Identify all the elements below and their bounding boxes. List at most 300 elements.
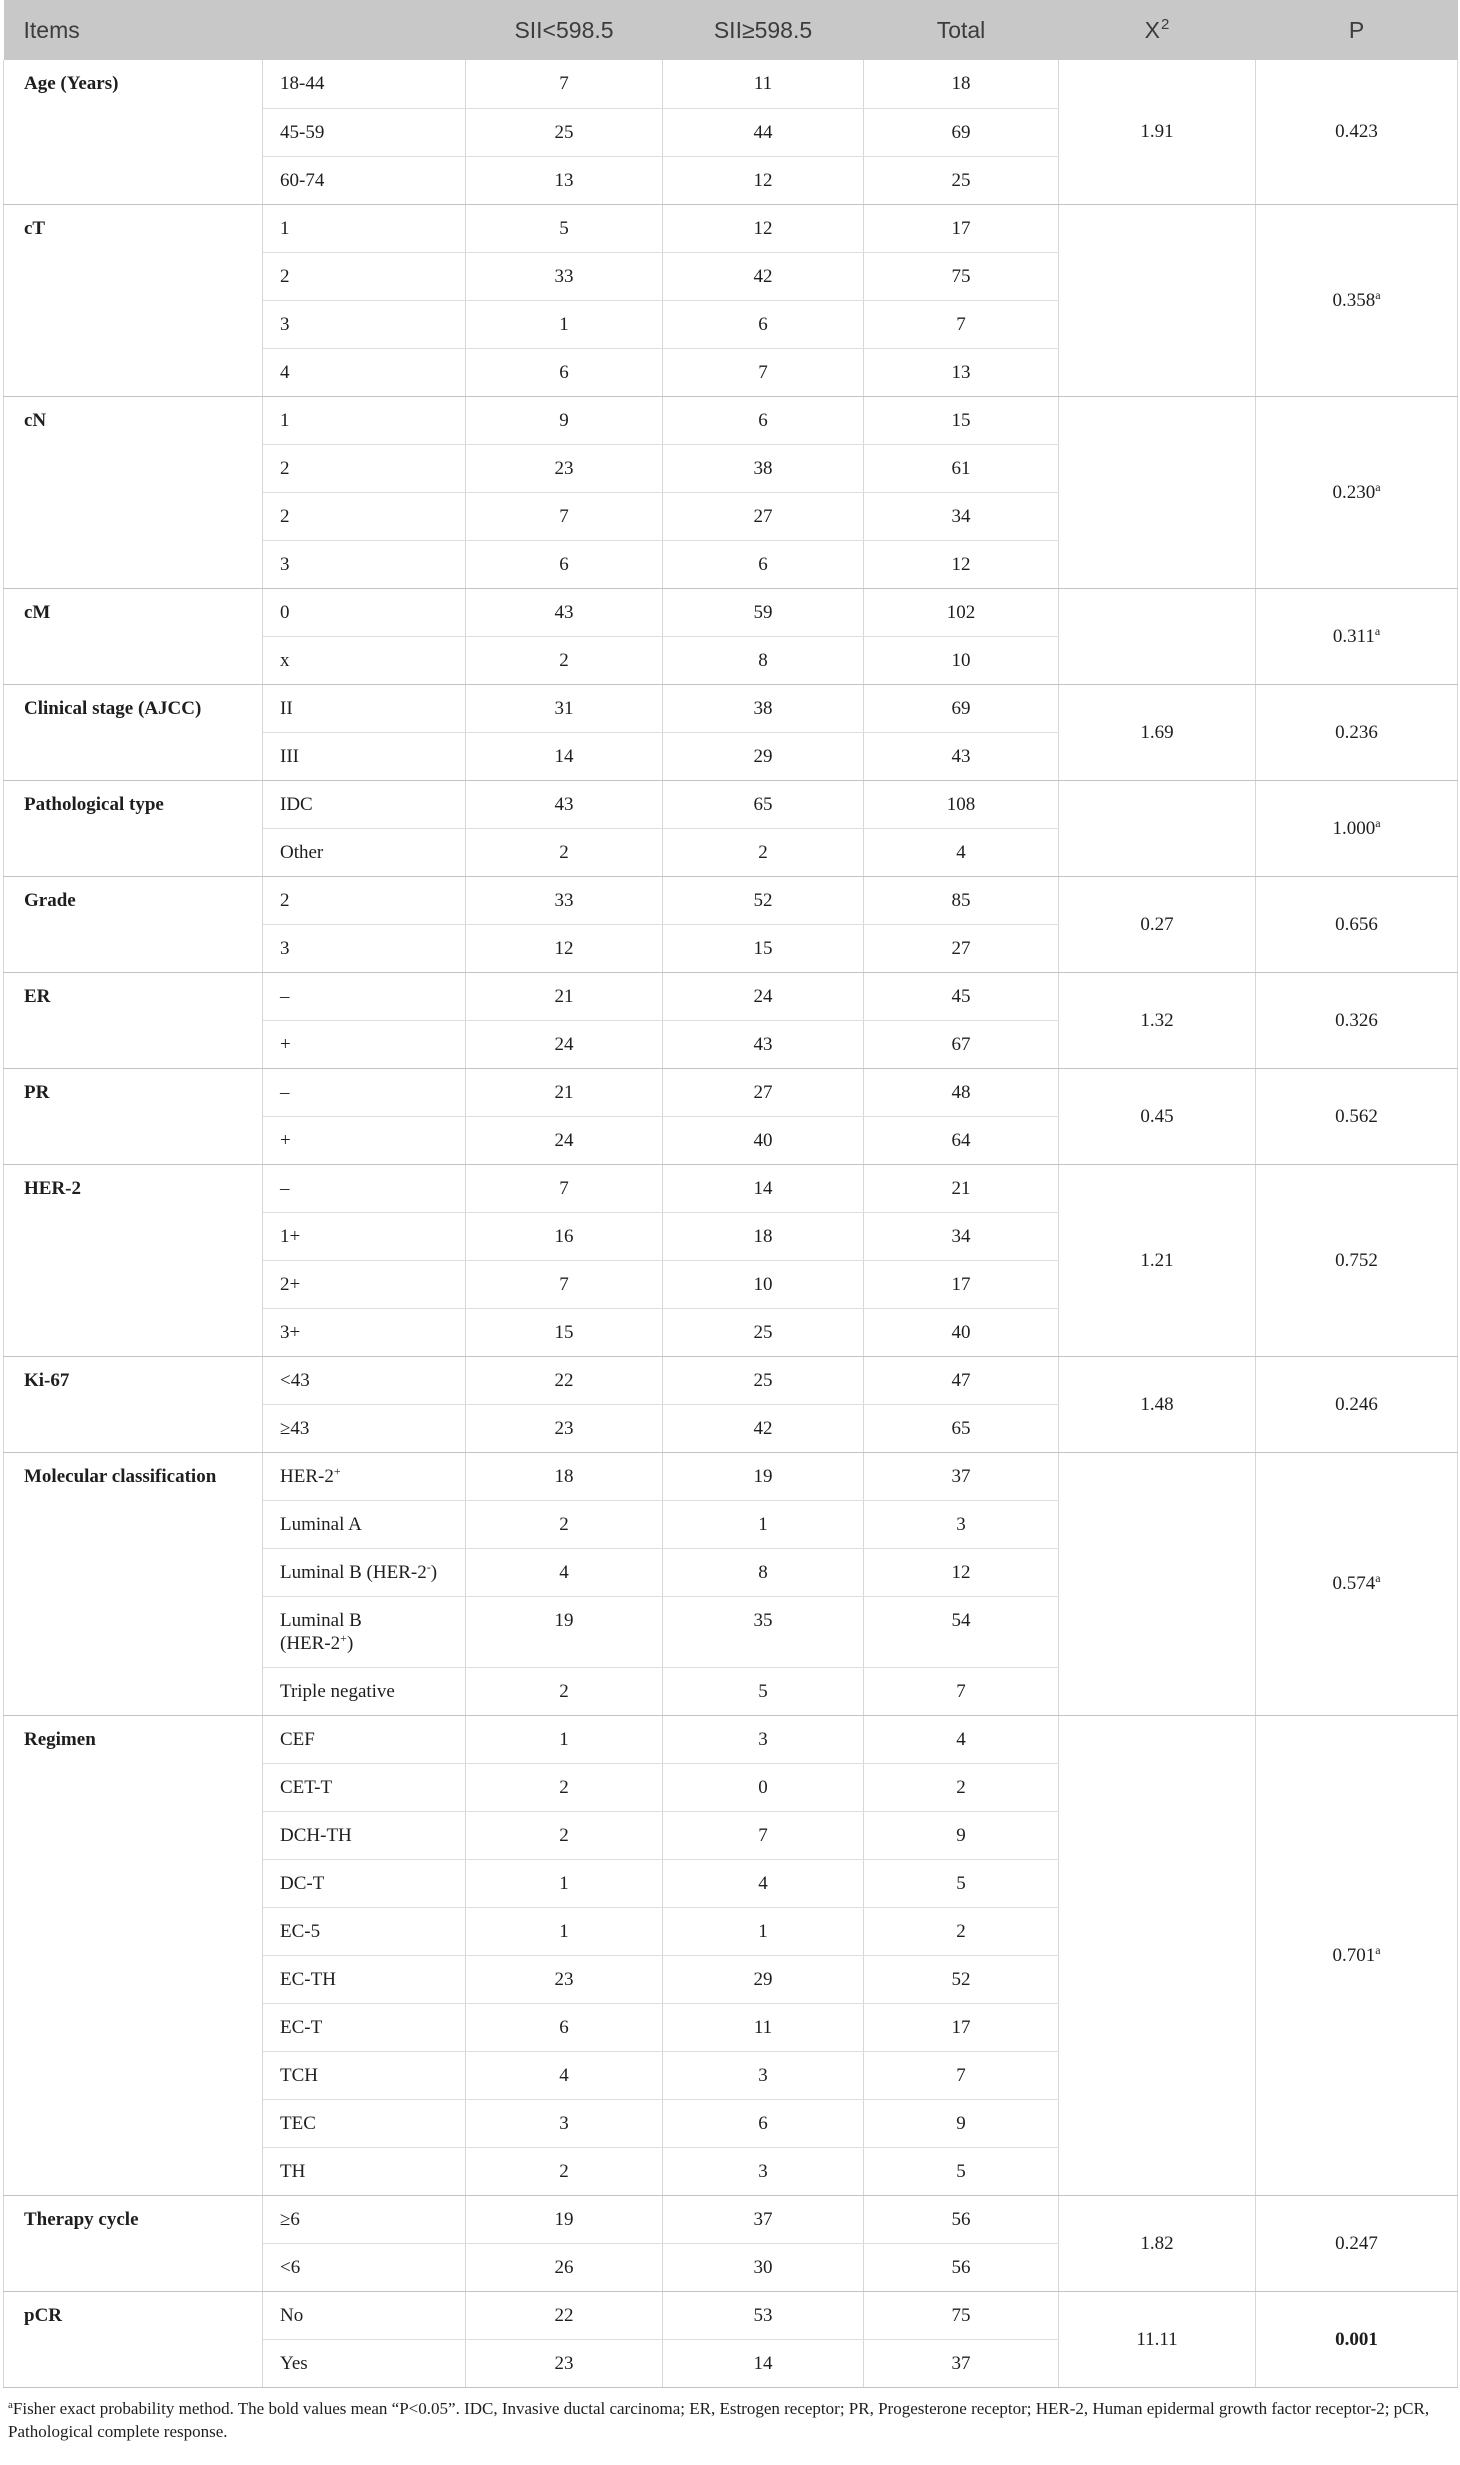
table-row <box>4 2195 1458 2243</box>
subgroup-text: x <box>280 649 290 671</box>
value-sii-high: 30 <box>663 2243 864 2291</box>
value-sii-high: 42 <box>663 1404 864 1452</box>
value-sii-low: 43 <box>466 780 663 828</box>
subgroup-label <box>263 1500 466 1548</box>
value-total: 65 <box>864 1404 1059 1452</box>
value-total: 75 <box>864 252 1059 300</box>
value-total: 7 <box>864 300 1059 348</box>
subgroup-text: TEC <box>280 2112 316 2134</box>
group-label: Pathological type <box>4 780 263 876</box>
subgroup-label <box>263 1955 466 2003</box>
table-row <box>4 60 1458 108</box>
value-sii-high: 10 <box>663 1260 864 1308</box>
p-value-number: 0.326 <box>1335 1009 1378 1031</box>
value-sii-high: 35 <box>663 1596 864 1667</box>
value-sii-high: 37 <box>663 2195 864 2243</box>
value-sii-low: 1 <box>466 300 663 348</box>
value-total: 37 <box>864 2339 1059 2387</box>
table-row <box>4 1164 1458 1212</box>
p-value-number: 0.701 <box>1332 1944 1376 1966</box>
value-sii-high: 12 <box>663 204 864 252</box>
subgroup-text: – <box>280 1177 290 1199</box>
group-label: cT <box>4 204 263 396</box>
p-value <box>1256 876 1458 972</box>
value-total: 64 <box>864 1116 1059 1164</box>
superscript: a <box>1374 623 1381 638</box>
value-sii-low: 16 <box>466 1212 663 1260</box>
value-sii-high: 40 <box>663 1116 864 1164</box>
p-value-number: 0.230 <box>1332 481 1376 503</box>
subgroup-label <box>263 2147 466 2195</box>
value-sii-low: 6 <box>466 348 663 396</box>
value-total: 18 <box>864 60 1059 108</box>
value-total: 2 <box>864 1763 1059 1811</box>
subgroup-label <box>263 1907 466 1955</box>
subgroup-label <box>263 348 466 396</box>
value-sii-low: 31 <box>466 684 663 732</box>
value-sii-high: 29 <box>663 1955 864 2003</box>
table-row <box>4 972 1458 1020</box>
table-row <box>4 1452 1458 1500</box>
superscript: a <box>1375 287 1381 302</box>
value-total: 17 <box>864 2003 1059 2051</box>
value-sii-high: 19 <box>663 1452 864 1500</box>
p-value <box>1256 2291 1458 2387</box>
value-sii-high: 11 <box>663 60 864 108</box>
value-sii-low: 7 <box>466 60 663 108</box>
value-total: 4 <box>864 1715 1059 1763</box>
table-row <box>4 1068 1458 1116</box>
header-chi-square <box>1059 0 1256 60</box>
subgroup-label <box>263 2051 466 2099</box>
value-sii-high: 6 <box>663 300 864 348</box>
p-value <box>1256 1164 1458 1356</box>
p-value <box>1256 1356 1458 1452</box>
value-sii-high: 25 <box>663 1308 864 1356</box>
value-sii-low: 7 <box>466 1260 663 1308</box>
value-sii-low: 7 <box>466 492 663 540</box>
value-total: 9 <box>864 2099 1059 2147</box>
value-sii-high: 11 <box>663 2003 864 2051</box>
subgroup-label <box>263 1068 466 1116</box>
subgroup-text: 2+ <box>280 1273 301 1295</box>
value-sii-low: 19 <box>466 1596 663 1667</box>
p-value-number: 0.423 <box>1335 121 1378 143</box>
p-value-number: 0.001 <box>1335 2328 1378 2350</box>
p-value-number: 1.000 <box>1332 817 1376 839</box>
table-row <box>4 876 1458 924</box>
subgroup-text: CEF <box>280 1728 315 1750</box>
chi-square-value <box>1059 588 1256 684</box>
subgroup-text: 60-74 <box>280 169 325 191</box>
subgroup-text: TCH <box>280 2064 318 2086</box>
p-value <box>1256 2195 1458 2291</box>
value-total: 10 <box>864 636 1059 684</box>
value-sii-low: 7 <box>466 1164 663 1212</box>
value-total: 7 <box>864 2051 1059 2099</box>
subgroup-text: 2 <box>280 889 290 911</box>
subgroup-label <box>263 2339 466 2387</box>
table-row <box>4 1715 1458 1763</box>
value-total: 9 <box>864 1811 1059 1859</box>
subgroup-label <box>263 396 466 444</box>
subgroup-label <box>263 1811 466 1859</box>
subgroup-text: Yes <box>280 2352 308 2374</box>
table-row <box>4 396 1458 444</box>
p-value <box>1256 972 1458 1068</box>
subgroup-text: 4 <box>280 361 290 383</box>
subgroup-label <box>263 1116 466 1164</box>
subgroup-label <box>263 60 466 108</box>
value-total: 85 <box>864 876 1059 924</box>
p-value-number: 0.236 <box>1335 721 1378 743</box>
table-row <box>4 1356 1458 1404</box>
chi-square-value <box>1059 396 1256 588</box>
subgroup-label <box>263 300 466 348</box>
subgroup-text: Luminal A <box>280 1513 362 1535</box>
superscript: + <box>340 1630 347 1645</box>
value-sii-low: 6 <box>466 540 663 588</box>
value-total: 75 <box>864 2291 1059 2339</box>
chi-square-value: 1.82 <box>1059 2195 1256 2291</box>
subgroup-text: 3 <box>280 313 290 335</box>
subgroup-label <box>263 108 466 156</box>
value-total: 54 <box>864 1596 1059 1667</box>
header-row <box>4 0 1458 60</box>
subgroup-label <box>263 684 466 732</box>
value-sii-low: 12 <box>466 924 663 972</box>
p-value <box>1256 1452 1458 1715</box>
header-sii-low: SII<598.5 <box>466 0 663 60</box>
subgroup-label <box>263 1859 466 1907</box>
p-value-number: 0.358 <box>1332 289 1376 311</box>
chi-square-value: 1.21 <box>1059 1164 1256 1356</box>
subgroup-label <box>263 444 466 492</box>
chi-square-value <box>1059 1452 1256 1715</box>
value-sii-high: 44 <box>663 108 864 156</box>
value-sii-high: 65 <box>663 780 864 828</box>
subgroup-label <box>263 1356 466 1404</box>
value-total: 3 <box>864 1500 1059 1548</box>
group-label: cN <box>4 396 263 588</box>
value-sii-low: 1 <box>466 1907 663 1955</box>
value-sii-high: 27 <box>663 1068 864 1116</box>
value-sii-high: 29 <box>663 732 864 780</box>
subgroup-label <box>263 1667 466 1715</box>
subgroup-text-suffix: ) <box>346 1632 354 1654</box>
value-sii-high: 3 <box>663 2147 864 2195</box>
p-value <box>1256 60 1458 204</box>
subgroup-label <box>263 1715 466 1763</box>
value-total: 25 <box>864 156 1059 204</box>
p-value <box>1256 204 1458 396</box>
chi-square-value <box>1059 204 1256 396</box>
value-total: 43 <box>864 732 1059 780</box>
chi-square-value: 11.11 <box>1059 2291 1256 2387</box>
header-p-value: P <box>1256 0 1458 60</box>
value-sii-low: 33 <box>466 252 663 300</box>
subgroup-text: HER-2 <box>280 1465 334 1487</box>
value-sii-high: 6 <box>663 2099 864 2147</box>
subgroup-text: ≥6 <box>280 2208 300 2230</box>
group-label: PR <box>4 1068 263 1164</box>
group-label: Clinical stage (AJCC) <box>4 684 263 780</box>
group-label: Grade <box>4 876 263 972</box>
subgroup-label <box>263 540 466 588</box>
value-sii-high: 38 <box>663 684 864 732</box>
subgroup-label <box>263 1763 466 1811</box>
value-sii-high: 12 <box>663 156 864 204</box>
subgroup-text: 3 <box>280 553 290 575</box>
subgroup-label <box>263 732 466 780</box>
subgroup-label <box>263 2291 466 2339</box>
table-row <box>4 2291 1458 2339</box>
superscript: a <box>1375 815 1381 830</box>
p-value-number: 0.574 <box>1332 1573 1376 1594</box>
subgroup-text: + <box>280 1129 291 1151</box>
value-total: 15 <box>864 396 1059 444</box>
p-value-number: 0.562 <box>1335 1105 1378 1127</box>
value-total: 5 <box>864 2147 1059 2195</box>
table-container <box>3 0 1457 2388</box>
subgroup-label <box>263 588 466 636</box>
group-label: HER-2 <box>4 1164 263 1356</box>
value-sii-low: 25 <box>466 108 663 156</box>
chi-square-value <box>1059 1715 1256 2195</box>
group-label: pCR <box>4 2291 263 2387</box>
subgroup-text: No <box>280 2304 304 2326</box>
subgroup-label <box>263 780 466 828</box>
value-sii-low: 2 <box>466 636 663 684</box>
subgroup-text: <43 <box>280 1369 310 1391</box>
value-total: 102 <box>864 588 1059 636</box>
characteristics-table <box>3 0 1458 2388</box>
p-value-number: 0.311 <box>1332 625 1375 647</box>
group-label: cM <box>4 588 263 684</box>
value-sii-low: 22 <box>466 2291 663 2339</box>
table-row <box>4 588 1458 636</box>
value-sii-low: 23 <box>466 1404 663 1452</box>
value-sii-low: 14 <box>466 732 663 780</box>
subgroup-label <box>263 876 466 924</box>
value-sii-high: 53 <box>663 2291 864 2339</box>
table-row <box>4 780 1458 828</box>
value-sii-low: 4 <box>466 2051 663 2099</box>
value-total: 56 <box>864 2195 1059 2243</box>
value-total: 67 <box>864 1020 1059 1068</box>
subgroup-text: 1 <box>280 409 290 431</box>
value-total: 34 <box>864 492 1059 540</box>
chi-square-value: 1.48 <box>1059 1356 1256 1452</box>
value-sii-high: 25 <box>663 1356 864 1404</box>
value-sii-low: 23 <box>466 1955 663 2003</box>
value-total: 27 <box>864 924 1059 972</box>
value-sii-low: 21 <box>466 1068 663 1116</box>
subgroup-text: EC-T <box>280 2016 323 2038</box>
footnote-marker: a <box>8 2398 13 2411</box>
chi-square-value: 0.27 <box>1059 876 1256 972</box>
value-sii-low: 2 <box>466 1500 663 1548</box>
p-value <box>1256 780 1458 876</box>
value-sii-low: 18 <box>466 1452 663 1500</box>
subgroup-label <box>263 2243 466 2291</box>
value-sii-high: 6 <box>663 540 864 588</box>
subgroup-label <box>263 1452 466 1500</box>
value-total: 56 <box>864 2243 1059 2291</box>
value-sii-high: 27 <box>663 492 864 540</box>
value-sii-high: 6 <box>663 396 864 444</box>
superscript: - <box>426 1559 431 1574</box>
subgroup-text: EC-TH <box>280 1968 336 1990</box>
value-sii-high: 18 <box>663 1212 864 1260</box>
subgroup-label <box>263 1548 466 1596</box>
chi-square-value <box>1059 780 1256 876</box>
table-row <box>4 684 1458 732</box>
subgroup-label <box>263 204 466 252</box>
group-label: ER <box>4 972 263 1068</box>
value-sii-low: 2 <box>466 1763 663 1811</box>
value-sii-low: 24 <box>466 1116 663 1164</box>
value-sii-low: 4 <box>466 1548 663 1596</box>
value-sii-high: 1 <box>663 1907 864 1955</box>
subgroup-text: – <box>280 1081 290 1103</box>
value-sii-high: 3 <box>663 2051 864 2099</box>
group-label: Molecular classification <box>4 1452 263 1715</box>
value-sii-low: 6 <box>466 2003 663 2051</box>
value-sii-low: 2 <box>466 1811 663 1859</box>
value-sii-low: 2 <box>466 828 663 876</box>
value-sii-high: 0 <box>663 1763 864 1811</box>
p-value <box>1256 588 1458 684</box>
value-sii-low: 3 <box>466 2099 663 2147</box>
value-sii-low: 33 <box>466 876 663 924</box>
subgroup-label <box>263 1308 466 1356</box>
table-row <box>4 204 1458 252</box>
subgroup-text: DCH-TH <box>280 1824 352 1846</box>
subgroup-text: II <box>280 697 293 719</box>
superscript: a <box>1375 1942 1381 1957</box>
value-sii-low: 22 <box>466 1356 663 1404</box>
subgroup-text: + <box>280 1033 291 1055</box>
subgroup-text: 2 <box>280 505 290 527</box>
value-total: 17 <box>864 204 1059 252</box>
group-label: Ki-67 <box>4 1356 263 1452</box>
subgroup-text-line2: (HER-2 <box>280 1632 341 1654</box>
value-sii-low: 23 <box>466 2339 663 2387</box>
p-value <box>1256 396 1458 588</box>
subgroup-label <box>263 1596 466 1667</box>
subgroup-label <box>263 252 466 300</box>
value-total: 7 <box>864 1667 1059 1715</box>
superscript: a <box>1375 1571 1381 1585</box>
subgroup-label <box>263 924 466 972</box>
subgroup-text: III <box>280 745 299 767</box>
subgroup-label <box>263 1260 466 1308</box>
p-value-number: 0.246 <box>1335 1393 1378 1415</box>
value-sii-high: 1 <box>663 1500 864 1548</box>
subgroup-label <box>263 492 466 540</box>
chi-square-value: 1.69 <box>1059 684 1256 780</box>
group-label: Therapy cycle <box>4 2195 263 2291</box>
value-sii-high: 14 <box>663 1164 864 1212</box>
value-total: 21 <box>864 1164 1059 1212</box>
subgroup-label <box>263 2003 466 2051</box>
chi-square-value: 1.91 <box>1059 60 1256 204</box>
footnote <box>8 2397 1450 2443</box>
subgroup-text: ≥43 <box>280 1417 310 1439</box>
value-sii-high: 7 <box>663 348 864 396</box>
subgroup-label <box>263 1020 466 1068</box>
subgroup-label <box>263 1404 466 1452</box>
header-chi-square-exponent: 2 <box>1161 16 1170 33</box>
subgroup-text: 45-59 <box>280 121 325 143</box>
value-total: 45 <box>864 972 1059 1020</box>
subgroup-text: 3+ <box>280 1321 301 1343</box>
subgroup-text: Luminal B (HER-2 <box>280 1561 427 1583</box>
value-sii-high: 59 <box>663 588 864 636</box>
subgroup-text: 3 <box>280 937 290 959</box>
subgroup-text: EC-5 <box>280 1920 321 1942</box>
value-sii-low: 9 <box>466 396 663 444</box>
chi-square-value: 0.45 <box>1059 1068 1256 1164</box>
subgroup-text: TH <box>280 2160 306 2182</box>
value-total: 48 <box>864 1068 1059 1116</box>
value-sii-low: 24 <box>466 1020 663 1068</box>
value-sii-low: 23 <box>466 444 663 492</box>
value-sii-high: 4 <box>663 1859 864 1907</box>
value-total: 61 <box>864 444 1059 492</box>
p-value <box>1256 1068 1458 1164</box>
subgroup-text: 2 <box>280 265 290 287</box>
p-value <box>1256 684 1458 780</box>
value-total: 40 <box>864 1308 1059 1356</box>
subgroup-text: 1 <box>280 217 290 239</box>
subgroup-label <box>263 972 466 1020</box>
value-sii-high: 3 <box>663 1715 864 1763</box>
subgroup-text: Triple negative <box>280 1680 395 1702</box>
subgroup-text: – <box>280 985 290 1007</box>
p-value-number: 0.656 <box>1335 913 1378 935</box>
value-sii-high: 24 <box>663 972 864 1020</box>
value-total: 52 <box>864 1955 1059 2003</box>
value-sii-high: 15 <box>663 924 864 972</box>
superscript: + <box>333 1463 341 1478</box>
header-chi-square-symbol: X <box>1144 17 1160 43</box>
value-total: 69 <box>864 684 1059 732</box>
subgroup-text: CET-T <box>280 1776 333 1798</box>
value-sii-low: 19 <box>466 2195 663 2243</box>
p-value-number: 0.247 <box>1335 2232 1378 2254</box>
table-header <box>4 0 1458 60</box>
value-total: 2 <box>864 1907 1059 1955</box>
value-sii-low: 43 <box>466 588 663 636</box>
value-sii-low: 5 <box>466 204 663 252</box>
value-sii-low: 15 <box>466 1308 663 1356</box>
subgroup-text: <6 <box>280 2256 301 2278</box>
subgroup-text: 18-44 <box>280 73 325 94</box>
subgroup-text: Other <box>280 841 324 863</box>
value-sii-low: 21 <box>466 972 663 1020</box>
subgroup-text: 0 <box>280 601 290 623</box>
p-value <box>1256 1715 1458 2195</box>
value-sii-low: 26 <box>466 2243 663 2291</box>
value-total: 4 <box>864 828 1059 876</box>
header-items: Items <box>4 0 263 60</box>
subgroup-text: DC-T <box>280 1872 325 1894</box>
header-total: Total <box>864 0 1059 60</box>
value-total: 47 <box>864 1356 1059 1404</box>
value-sii-high: 43 <box>663 1020 864 1068</box>
